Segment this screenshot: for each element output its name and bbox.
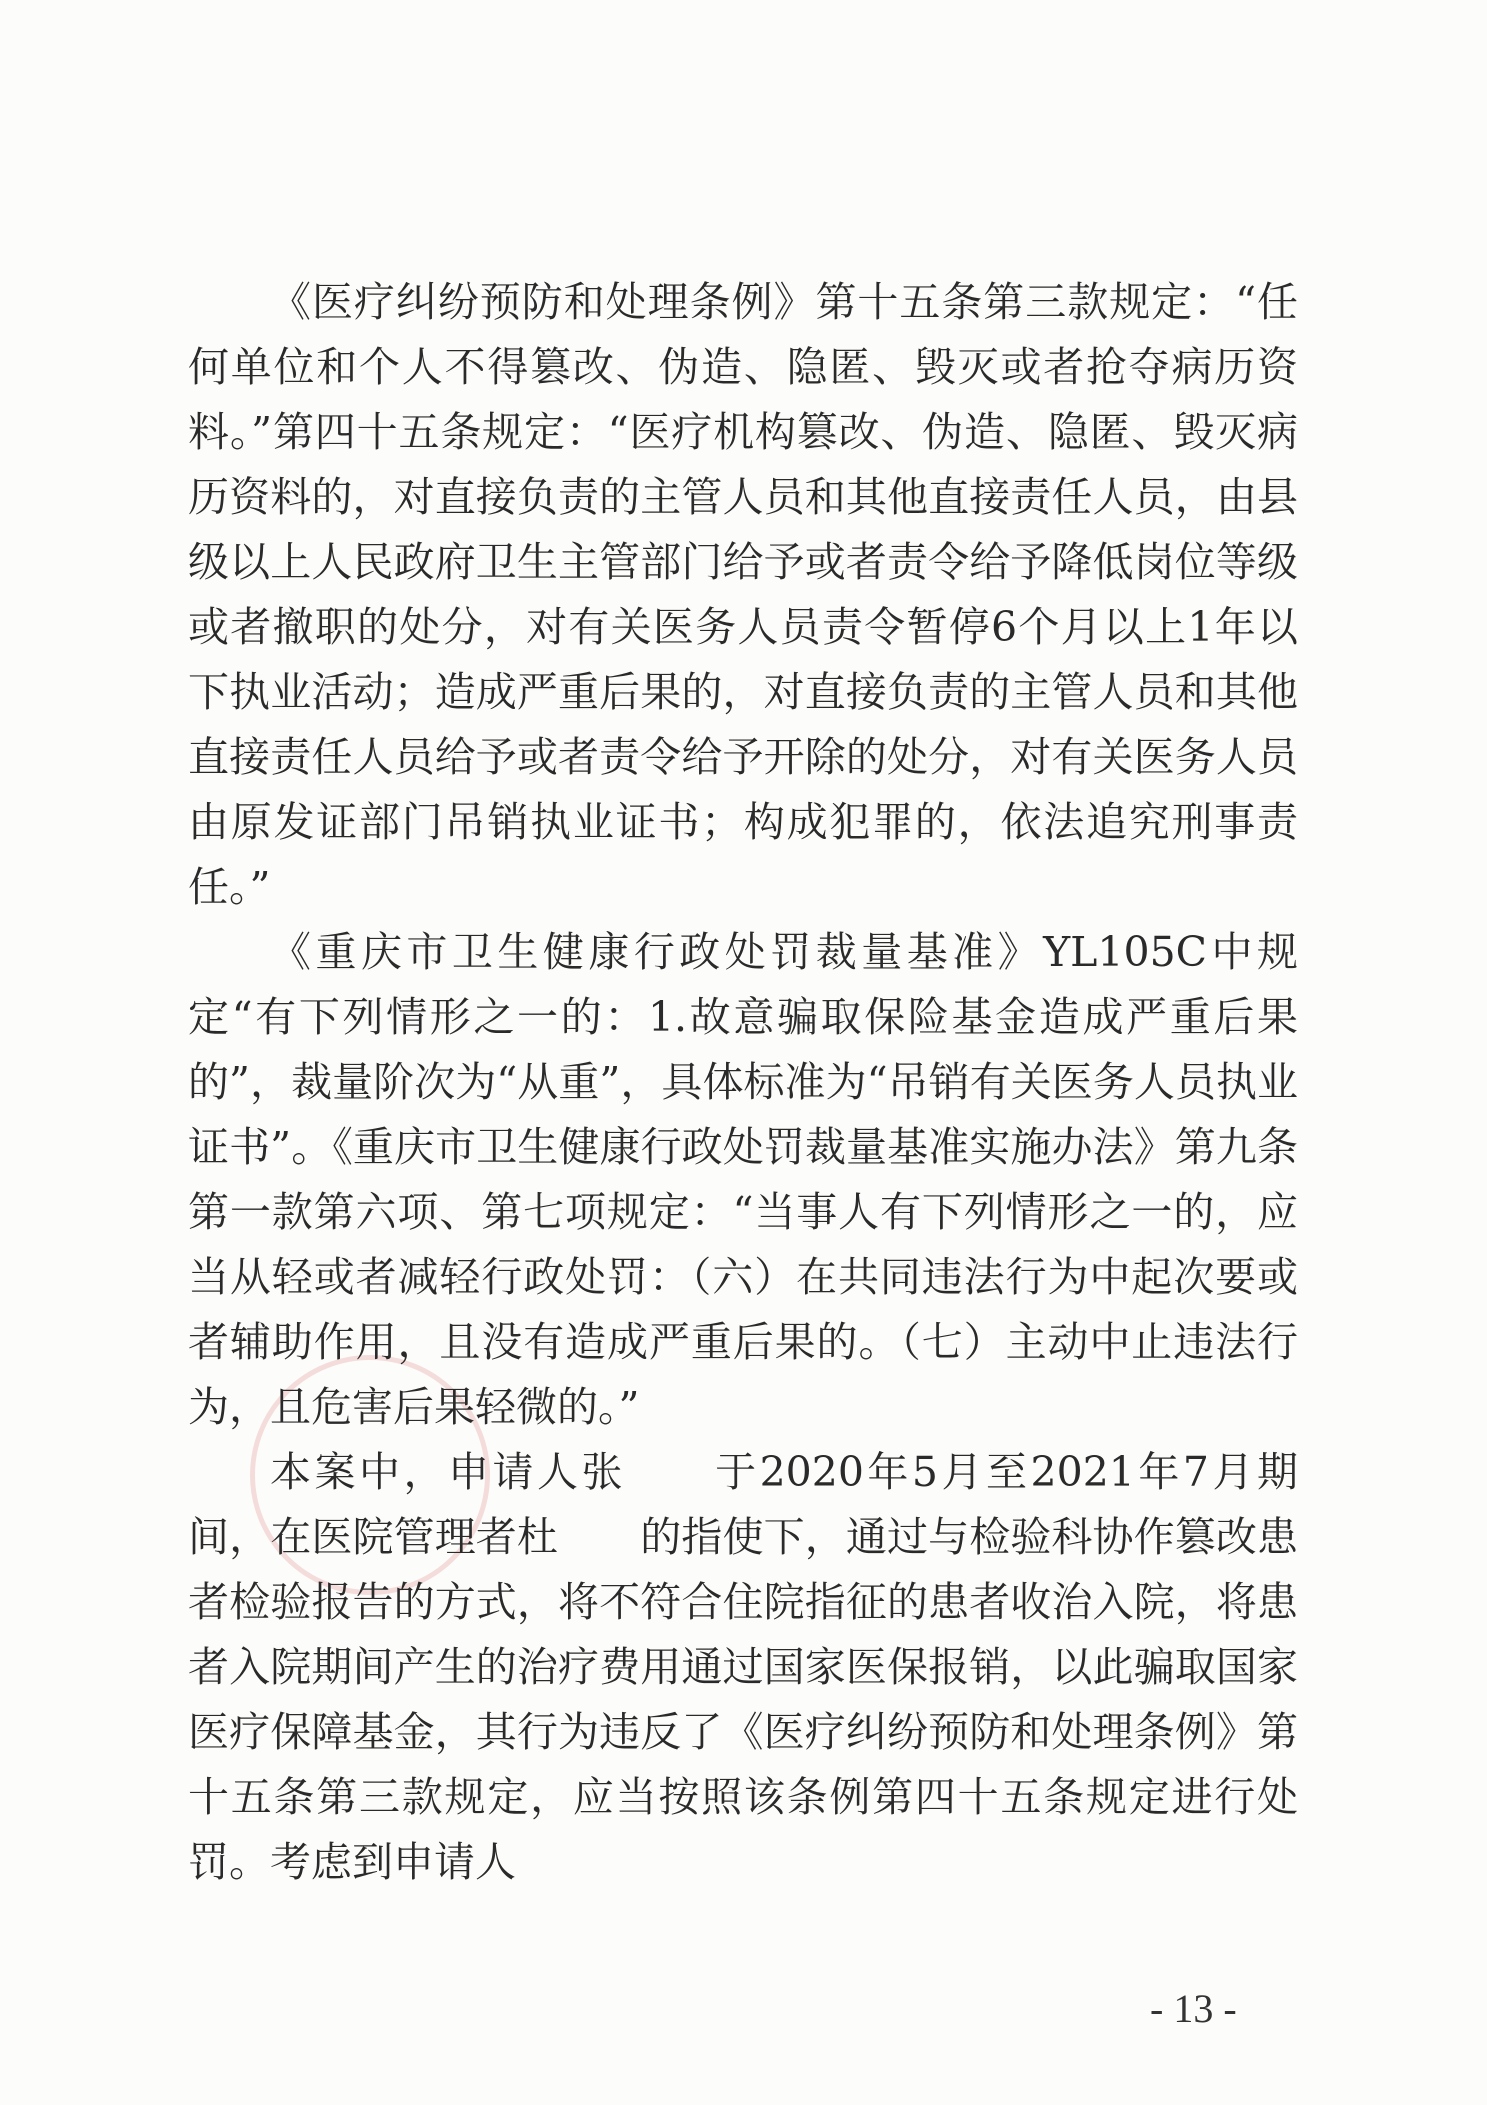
paragraph-regulation-articles: 《医疗纠纷预防和处理条例》第十五条第三款规定：“任何单位和个人不得篡改、伪造、隐匿、毁灭或者抢夺病历资料。”第四十五条规定：“医疗机构篡改、伪造、隐匿、毁灭病历资料的，对直接负责的主管人员和其他直接责任人员，由县级以上人民政府卫生主管部门给予或者责令给予降低岗位等级或者撤职的处分，对有关医务人员责令暂停6个月以上1年以下执业活动；造成严重后果的，对直接负责的主管人员和其他直接责任人员给予或者责令给予开除的处分，对有关医务人员由原发证部门吊销执业证书；构成犯罪的，依法追究刑事责任。”	[188, 278, 1298, 911]
paragraph-chongqing-standards: 《重庆市卫生健康行政处罚裁量基准》YL105C中规定“有下列情形之一的：1.故意骗取保险基金造成严重后果的”，裁量阶次为“从重”，具体标准为“吊销有关医务人员执业证书”。《重庆市卫生健康行政处罚裁量基准实施办法》第九条第一款第六项、第七项规定：“当事人有下列情形之一的，应当从轻或者减轻行政处罚：（六）在共同违法行为中起次要或者辅助作用，且没有造成严重后果的。（七）主动中止违法行为，且危害后果轻微的。”	[188, 928, 1298, 1431]
document-body	[188, 270, 1298, 1895]
page-number: - 13 -	[1150, 1986, 1237, 2031]
paragraph-case-facts: 本案中，申请人张 于2020年5月至2021年7月期间，在医院管理者杜 的指使下，通过与检验科协作篡改患者检验报告的方式，将不符合住院指征的患者收治入院，将患者入院期间产生的治疗费用通过国家医保报销，以此骗取国家医疗保障基金，其行为违反了《医疗纠纷预防和处理条例》第十五条第三款规定，应当按照该条例第四十五条规定进行处罚。考虑到申请人	[188, 1448, 1298, 1886]
